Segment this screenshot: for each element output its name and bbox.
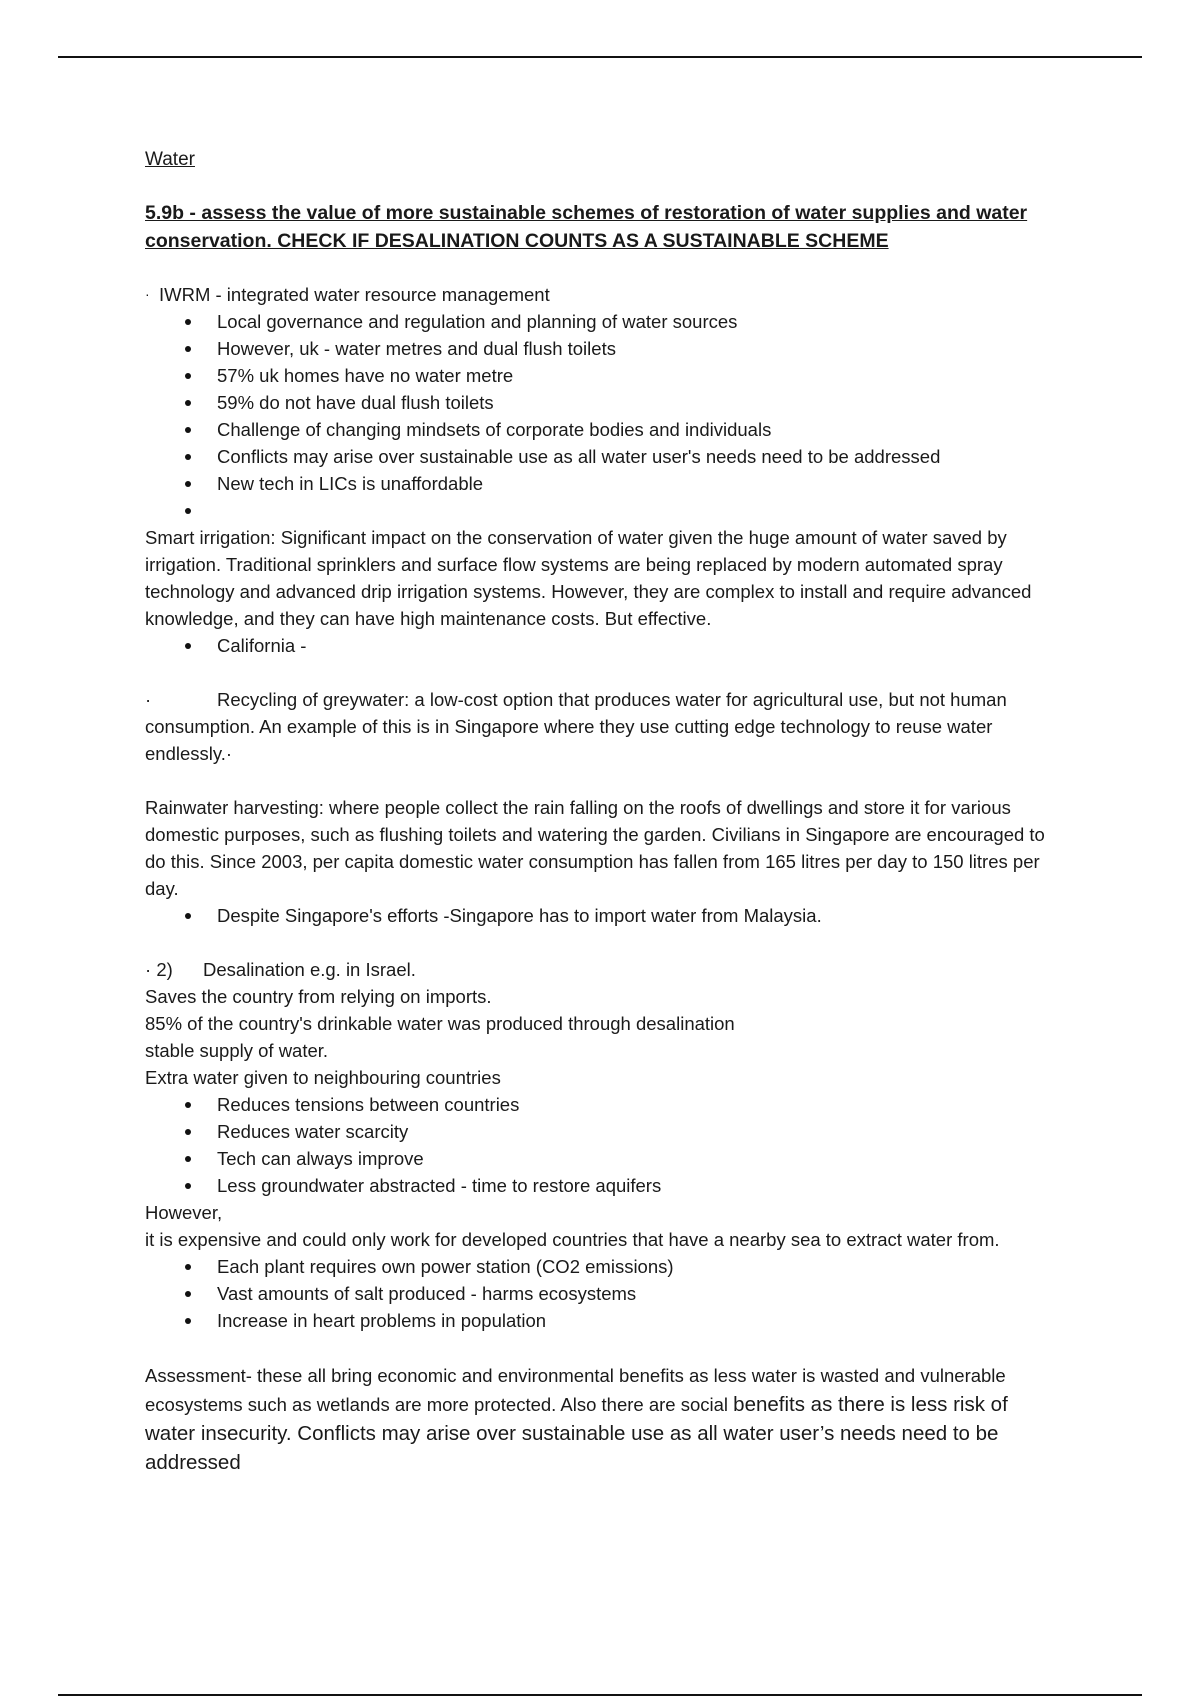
footer-rule bbox=[58, 1694, 1142, 1696]
desalination-benefits-list bbox=[145, 1091, 1060, 1199]
assessment-paragraph bbox=[145, 1361, 1060, 1477]
smart-irrigation-paragraph: Smart irrigation: Significant impact on the conservation of water given the huge amount of water saved by irrigation. Traditional sprinklers and surface flow systems are being replaced by modern automated spray technology and advanced drip irrigation systems. However, they are complex to install and require advanced knowledge, and they can have high maintenance costs. But effective. bbox=[145, 527, 1032, 629]
iwrm-bullet-list bbox=[145, 308, 1060, 524]
greywater-paragraph bbox=[145, 686, 1060, 767]
list-item: Tech can always improve bbox=[145, 1145, 1060, 1172]
list-item: However, uk - water metres and dual flush toilets bbox=[145, 335, 1060, 362]
section-heading: 5.9b - assess the value of more sustainable schemes of restoration of water supplies and water conservation. CHECK IF DESALINATION COUNTS AS A SUSTAINABLE SCHEME bbox=[145, 202, 1028, 252]
header-rule bbox=[58, 56, 1142, 58]
list-item: Conflicts may arise over sustainable use as all water user's needs need to be addressed bbox=[145, 443, 1060, 470]
dot-marker: · bbox=[145, 689, 152, 710]
however-label: However, bbox=[145, 1202, 223, 1223]
assessment-text-part2: benefits as there is less risk of water insecurity. Conflicts may arise over sustainable use as all water user’s needs need to be addressed bbox=[145, 1393, 1008, 1474]
iwrm-intro bbox=[145, 281, 1060, 308]
desalination-line: Extra water given to neighbouring countries bbox=[145, 1067, 501, 1088]
page-title: Water bbox=[145, 149, 195, 170]
list-item: Each plant requires own power station (CO2 emissions) bbox=[145, 1253, 1060, 1280]
smart-irrigation-bullets bbox=[145, 632, 1060, 659]
desalination-line: Saves the country from relying on imports. bbox=[145, 986, 492, 1007]
desalination-drawbacks-list bbox=[145, 1253, 1060, 1334]
list-item: Reduces water scarcity bbox=[145, 1118, 1060, 1145]
dot-marker: · bbox=[145, 959, 152, 980]
list-item: Increase in heart problems in population bbox=[145, 1307, 1060, 1334]
list-item: Vast amounts of salt produced - harms ecosystems bbox=[145, 1280, 1060, 1307]
list-item: Less groundwater abstracted - time to restore aquifers bbox=[145, 1172, 1060, 1199]
document-body bbox=[145, 146, 1060, 1477]
list-item: 59% do not have dual flush toilets bbox=[145, 389, 1060, 416]
rainwater-paragraph: Rainwater harvesting: where people collect the rain falling on the roofs of dwellings and store it for various domestic purposes, such as flushing toilets and watering the garden. Civilians in Singapore are encouraged to do this. Since 2003, per capita domestic water consumption has fallen from 165 litres per day to 150 litres per day. bbox=[145, 797, 1045, 899]
desalination-line: 85% of the country's drinkable water was produced through desalination bbox=[145, 1013, 735, 1034]
list-item: New tech in LICs is unaffordable bbox=[145, 470, 1060, 497]
desalination-heading bbox=[145, 956, 1060, 983]
list-item: Challenge of changing mindsets of corporate bodies and individuals bbox=[145, 416, 1060, 443]
dot-marker: · bbox=[145, 286, 150, 302]
item-number: 2) bbox=[156, 959, 173, 980]
desalination-title: Desalination e.g. in Israel. bbox=[203, 959, 416, 980]
greywater-text: Recycling of greywater: a low-cost option that produces water for agricultural use, but not human consumption. An example of this is in Singapore where they use cutting edge technology to reuse water endlessly. bbox=[145, 689, 1007, 764]
iwrm-intro-text: IWRM - integrated water resource management bbox=[159, 284, 550, 305]
assessment-text-part1: Assessment- these all bring economic and environmental benefits as less water is wasted and vulnerable ecosystems such as wetlands are more protected. Also there are social bbox=[145, 1365, 1006, 1415]
list-item: Despite Singapore's efforts -Singapore has to import water from Malaysia. bbox=[145, 902, 1060, 929]
numbered-marker bbox=[145, 956, 203, 983]
list-item: Reduces tensions between countries bbox=[145, 1091, 1060, 1118]
desalination-line: stable supply of water. bbox=[145, 1040, 329, 1061]
trailing-dot: · bbox=[225, 743, 233, 764]
list-item: California - bbox=[145, 632, 1060, 659]
list-item-empty bbox=[145, 497, 1060, 524]
however-text: it is expensive and could only work for developed countries that have a nearby sea to extract water from. bbox=[145, 1229, 1000, 1250]
rainwater-bullets bbox=[145, 902, 1060, 929]
list-item: 57% uk homes have no water metre bbox=[145, 362, 1060, 389]
list-item: Local governance and regulation and planning of water sources bbox=[145, 308, 1060, 335]
